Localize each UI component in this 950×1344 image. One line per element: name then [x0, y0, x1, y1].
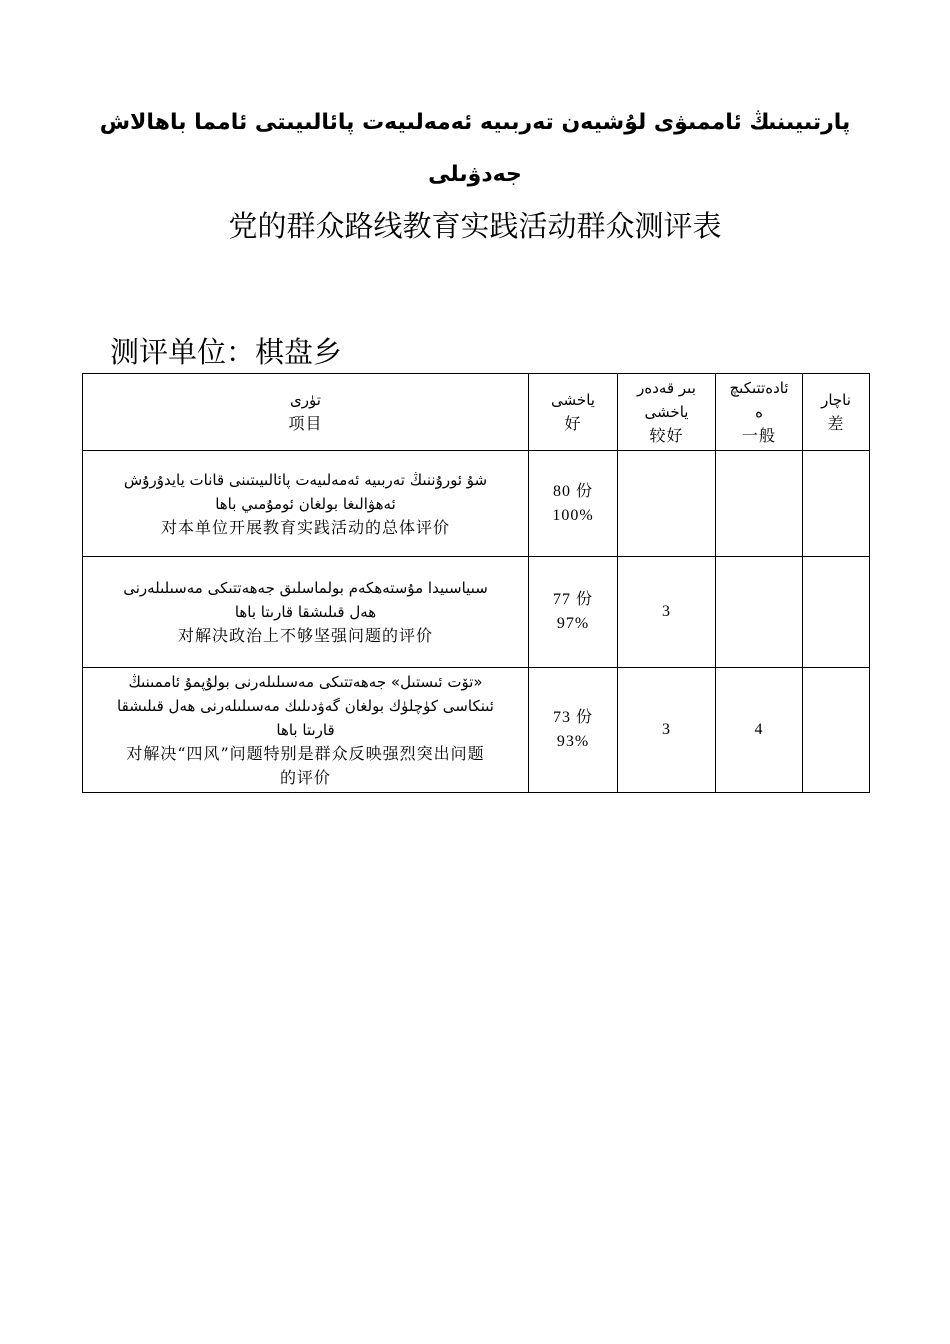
row-1-poor [803, 451, 870, 557]
table-row [83, 557, 870, 668]
row-2-good [529, 557, 618, 668]
header-average [716, 374, 803, 451]
title-uyghur-line-1: پارتىيىنىڭ ئاممىۋى لۇشيەن تەربىيە ئەمەلىيەت پائالىيىتى ئامما باھالاش [99, 110, 851, 135]
row-3-poor [803, 668, 870, 793]
row-2-fair-value: 3 [662, 603, 671, 620]
header-item [83, 374, 529, 451]
row-3-fair [618, 668, 716, 793]
evaluation-table [82, 373, 870, 793]
row-2-poor [803, 557, 870, 668]
table-row [83, 668, 870, 793]
row-2-fair [618, 557, 716, 668]
row-3-average-value: 4 [754, 721, 764, 738]
row-3-item-cn-2: 的评价 [279, 768, 331, 787]
header-fair [618, 374, 716, 451]
row-2-good-count: 77 份 [552, 591, 593, 608]
row-2-item-cn: 对解决政治上不够坚强问题的评价 [177, 626, 433, 645]
title-uyghur-line-2: جەدۋىلى [428, 162, 522, 187]
row-3-item [83, 668, 529, 793]
row-1-item-cn: 对本单位开展教育实践活动的总体评价 [160, 517, 450, 537]
row-2-item-ug-1: سىياسىيدا مۇستەھكەم بولماسلىق جەھەتتىكى مەسىلىلەرنى [123, 579, 488, 597]
row-3-average [716, 668, 803, 793]
header-item-ug: تۈرى [290, 391, 321, 409]
row-2-item-ug-2: ھەل قىلىشقا قارىتا باھا [234, 603, 377, 621]
header-good [529, 374, 618, 451]
row-2-average [716, 557, 803, 668]
row-3-item-ug-2: ئىنكاسى كۈچلۈك بولغان گەۋدىلىك مەسىلىلەرنى ھەل قىلىشقا [117, 697, 494, 715]
row-2-good-percent: 97% [556, 615, 590, 632]
row-1-item [83, 451, 529, 557]
row-1-average [716, 451, 803, 557]
row-3-item-ug-3: قارىتا باھا [276, 721, 335, 739]
header-item-cn: 项目 [288, 414, 323, 433]
row-3-good-percent: 93% [556, 733, 590, 750]
row-1-item-ug-1: شۇ ئورۇننىڭ تەربىيە ئەمەلىيەت پائالىيىتىنى قانات يايدۇرۇش [123, 470, 488, 489]
row-3-fair-value: 3 [662, 721, 671, 738]
header-good-ug: ياخشى [551, 391, 595, 409]
header-fair-cn: 较好 [649, 426, 684, 445]
header-average-cn: 一般 [741, 426, 776, 445]
header-fair-ug-2: ياخشى [644, 403, 689, 421]
row-1-good-percent: 100% [552, 506, 594, 524]
header-fair-ug-1: بىر قەدەر [637, 379, 696, 397]
header-good-cn: 好 [564, 414, 582, 433]
row-1-good-count: 80 份 [552, 482, 593, 500]
header-average-ug-1: ئادەتتىكىچ [729, 379, 789, 397]
header-poor [803, 374, 870, 451]
header-poor-ug: ناچار [821, 391, 851, 409]
row-1-item-ug-2: ئەھۋالىغا بولغان ئومۇمىي باھا [215, 494, 396, 513]
table-header-row [83, 374, 870, 451]
row-1-fair [618, 451, 716, 557]
row-3-good-count: 73 份 [552, 709, 593, 726]
row-3-item-ug-1: «تۆت ئىستىل» جەھەتتىكى مەسىلىلەرنى بولۇپمۇ ئاممىنىڭ [128, 673, 483, 691]
row-2-item [83, 557, 529, 668]
header-poor-cn: 差 [827, 414, 845, 433]
title-chinese: 党的群众路线教育实践活动群众测评表 [228, 209, 722, 243]
row-1-good [529, 451, 618, 557]
row-3-item-cn-1: 对解决“四风”问题特别是群众反映强烈突出问题 [126, 744, 485, 763]
header-average-ug-2: ە [755, 403, 763, 421]
evaluation-unit-label: 测评单位：棋盘乡 [110, 335, 343, 369]
table-row [83, 451, 870, 557]
row-3-good [529, 668, 618, 793]
